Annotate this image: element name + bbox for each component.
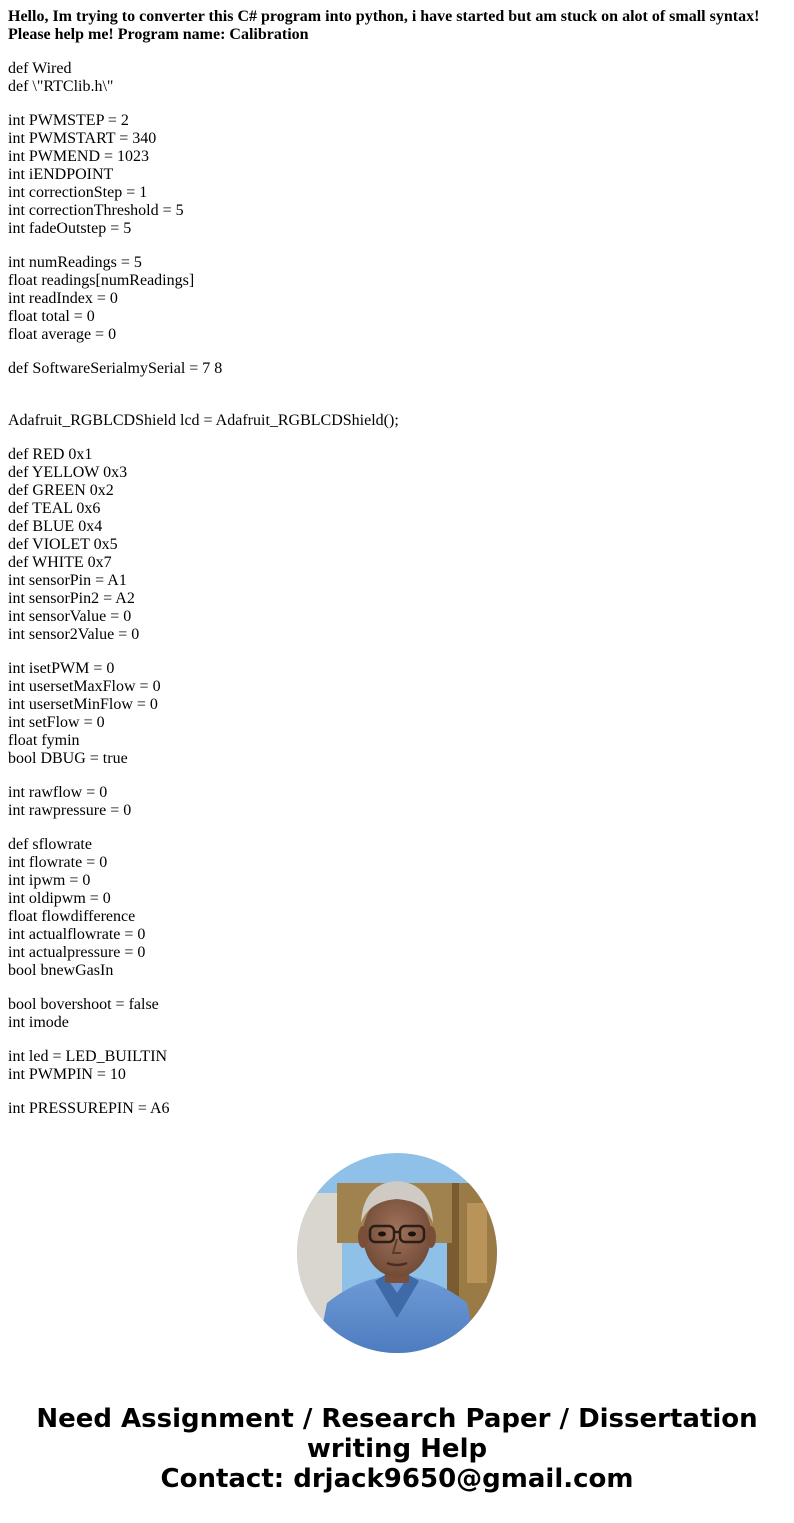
code-line: int correctionThreshold = 5 — [8, 202, 184, 219]
code-line: int PWMEND = 1023 — [8, 148, 150, 165]
code-paragraph — [8, 360, 786, 378]
code-paragraph — [8, 660, 786, 768]
code-line: bool bovershoot = false — [8, 996, 159, 1013]
code-paragraph — [8, 60, 786, 96]
code-line: int rawpressure = 0 — [8, 802, 132, 819]
promo-line-2: writing Help — [306, 1434, 488, 1464]
code-line: int flowrate = 0 — [8, 854, 108, 871]
code-line: float fymin — [8, 732, 80, 749]
code-line: float flowdifference — [8, 908, 136, 925]
code-paragraph — [8, 836, 786, 980]
promo-line-1: Need Assignment / Research Paper / Dissertation — [36, 1404, 758, 1434]
code-paragraph — [8, 446, 786, 644]
question-title: Hello, Im trying to converter this C# program into python, i have started but am stuck on alot of small syntax! Please help me! Program name: Calibration — [8, 8, 760, 43]
code-line: bool DBUG = true — [8, 750, 128, 767]
code-paragraph — [8, 112, 786, 238]
code-line: def SoftwareSerialmySerial = 7 8 — [8, 360, 223, 377]
code-line: int correctionStep = 1 — [8, 184, 148, 201]
code-paragraph — [8, 412, 786, 430]
code-line: int rawflow = 0 — [8, 784, 108, 801]
promo-contact: Contact: drjack9650@gmail.com — [160, 1464, 634, 1494]
code-paragraph — [8, 1100, 786, 1118]
code-paragraph — [8, 254, 786, 344]
code-line: def sflowrate — [8, 836, 92, 853]
code-line: int led = LED_BUILTIN — [8, 1048, 168, 1065]
code-line: int oldipwm = 0 — [8, 890, 111, 907]
code-line: def \"RTClib.h\" — [8, 78, 114, 95]
code-line: def GREEN 0x2 — [8, 482, 114, 499]
code-paragraph — [8, 996, 786, 1032]
code-paragraph — [8, 1048, 786, 1084]
code-line: def RED 0x1 — [8, 446, 93, 463]
code-line: def WHITE 0x7 — [8, 554, 112, 571]
code-line: int ipwm = 0 — [8, 872, 91, 889]
code-line: int sensorPin = A1 — [8, 572, 127, 589]
question-content — [8, 8, 786, 1134]
code-line: int isetPWM = 0 — [8, 660, 115, 677]
code-line: int sensorPin2 = A2 — [8, 590, 135, 607]
code-paragraph — [8, 784, 786, 820]
code-line: int PRESSUREPIN = A6 — [8, 1100, 170, 1117]
code-line: int numReadings = 5 — [8, 254, 142, 271]
code-line: bool bnewGasIn — [8, 962, 114, 979]
code-line: int actualflowrate = 0 — [8, 926, 146, 943]
code-line: int sensor2Value = 0 — [8, 626, 140, 643]
code-line: float average = 0 — [8, 326, 117, 343]
code-line: int PWMSTART = 340 — [8, 130, 157, 147]
code-line: def YELLOW 0x3 — [8, 464, 128, 481]
code-line: def Wired — [8, 60, 72, 77]
code-line: int actualpressure = 0 — [8, 944, 146, 961]
code-line: def VIOLET 0x5 — [8, 536, 118, 553]
code-line: def BLUE 0x4 — [8, 518, 103, 535]
code-line: int iENDPOINT — [8, 166, 114, 183]
code-line: int PWMPIN = 10 — [8, 1066, 126, 1083]
code-line: float total = 0 — [8, 308, 95, 325]
promo-banner — [0, 1404, 794, 1494]
code-line: Adafruit_RGBLCDShield lcd = Adafruit_RGBLCDShield(); — [8, 412, 399, 429]
code-line: def TEAL 0x6 — [8, 500, 101, 517]
code-line: int fadeOutstep = 5 — [8, 220, 132, 237]
code-line: int imode — [8, 1014, 69, 1031]
author-avatar — [297, 1153, 497, 1353]
code-line: int usersetMinFlow = 0 — [8, 696, 158, 713]
code-line: int PWMSTEP = 2 — [8, 112, 129, 129]
code-line: int readIndex = 0 — [8, 290, 118, 307]
code-line: int setFlow = 0 — [8, 714, 105, 731]
code-line: int sensorValue = 0 — [8, 608, 132, 625]
code-line: float readings[numReadings] — [8, 272, 195, 289]
code-line: int usersetMaxFlow = 0 — [8, 678, 161, 695]
